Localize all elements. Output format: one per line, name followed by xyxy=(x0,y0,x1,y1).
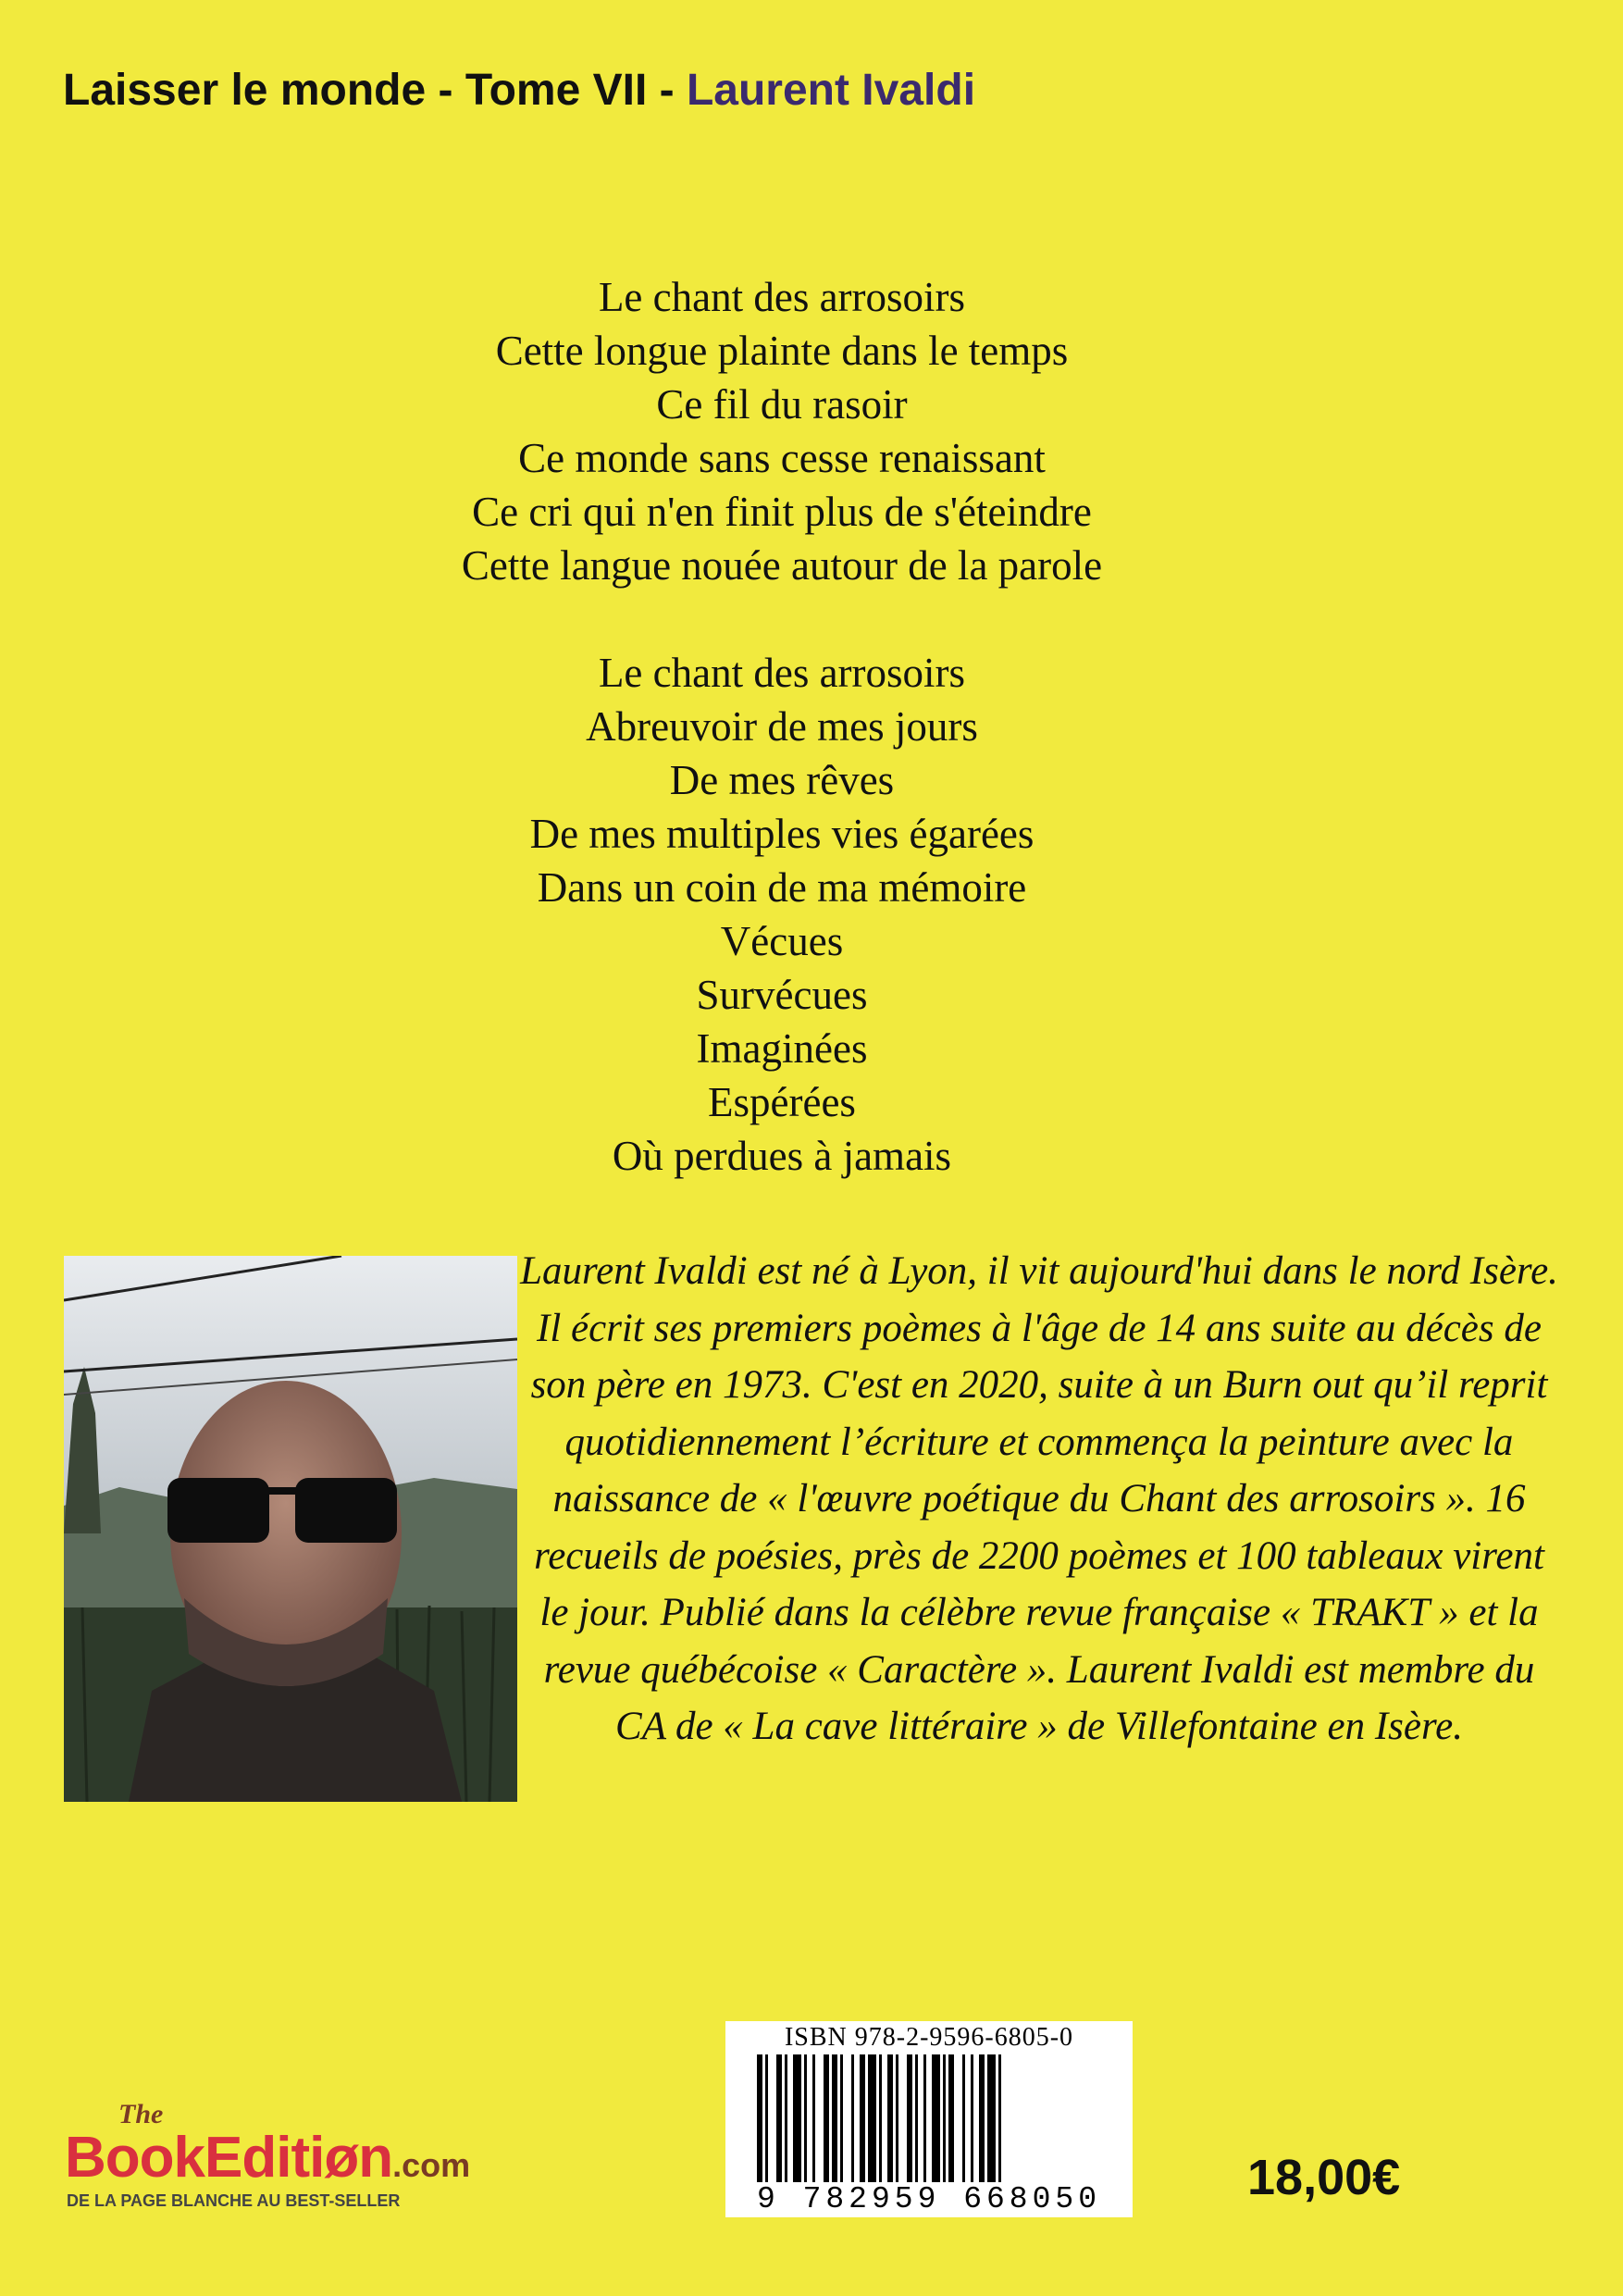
publisher-logo-the: The xyxy=(118,2099,164,2129)
poem-stanza-1 xyxy=(0,270,1564,592)
poem-line: Abreuvoir de mes jours xyxy=(586,703,978,750)
poem-line: Le chant des arrosoirs xyxy=(598,650,966,696)
book-title: Laisser le monde - Tome VII xyxy=(63,66,648,115)
poem-line: Survécues xyxy=(696,972,868,1018)
publisher-logo-pen-o: ø xyxy=(324,2126,359,2190)
author-name: Laurent Ivaldi xyxy=(686,66,976,115)
poem-line: Imaginées xyxy=(696,1025,868,1072)
author-photo-image xyxy=(64,1256,517,1802)
cover-header xyxy=(63,65,975,116)
poem-line: Vécues xyxy=(720,918,844,964)
publisher-logo xyxy=(65,2099,527,2210)
poem-line: Cette longue plainte dans le temps xyxy=(495,328,1069,374)
poem-line: Espérées xyxy=(708,1079,856,1125)
barcode xyxy=(725,2021,1133,2217)
publisher-tagline: DE LA PAGE BLANCHE AU BEST-SELLER xyxy=(67,2191,401,2210)
poem-line: Ce cri qui n'en finit plus de s'éteindre xyxy=(472,489,1092,535)
poem-line: Où perdues à jamais xyxy=(612,1133,952,1179)
author-photo xyxy=(64,1256,517,1802)
isbn-label: ISBN 978-2-9596-6805-0 xyxy=(784,2023,1074,2052)
poem-line: Cette langue nouée autour de la parole xyxy=(461,542,1103,589)
publisher-logo-word-tail: n xyxy=(358,2126,393,2190)
header-separator: - xyxy=(647,66,687,115)
publisher-logo-word: BookEditi xyxy=(65,2126,325,2190)
barcode-bars xyxy=(757,2054,1101,2193)
poem-line: Ce fil du rasoir xyxy=(656,381,908,428)
poem-line: Dans un coin de ma mémoire xyxy=(537,864,1027,911)
poem-line: Le chant des arrosoirs xyxy=(598,274,966,320)
price: 18,00€ xyxy=(1247,2150,1401,2205)
poem-line: De mes multiples vies égarées xyxy=(529,811,1035,857)
publisher-logo-name xyxy=(65,2125,470,2191)
author-biography: Laurent Ivaldi est né à Lyon, il vit aujourd'hui dans le nord Isère. Il écrit ses premiers poèmes à l'âge de 14 ans suite au décès de son père en 1973. C'est en 2020, suite à un Burn out qu’il reprit quotidiennement l’écriture et commença la peinture avec la naissance de « l'œuvre poétique du Chant des arrosoirs ». 16 recueils de poésies, près de 2200 poèmes et 100 tableaux virent le jour. Publié dans la célèbre revue française « TRAKT » et la revue québécoise « Caractère ». Laurent Ivaldi est membre du CA de « La cave littéraire » de Villefontaine en Isère. xyxy=(520,1249,1558,1748)
publisher-logo-domain: .com xyxy=(392,2146,471,2184)
poem xyxy=(0,270,1564,1183)
poem-line: De mes rêves xyxy=(669,757,895,803)
barcode-digits: 9 782959 668050 xyxy=(725,2182,1133,2216)
poem-line: Ce monde sans cesse renaissant xyxy=(518,435,1046,481)
poem-stanza-2 xyxy=(0,646,1564,1183)
